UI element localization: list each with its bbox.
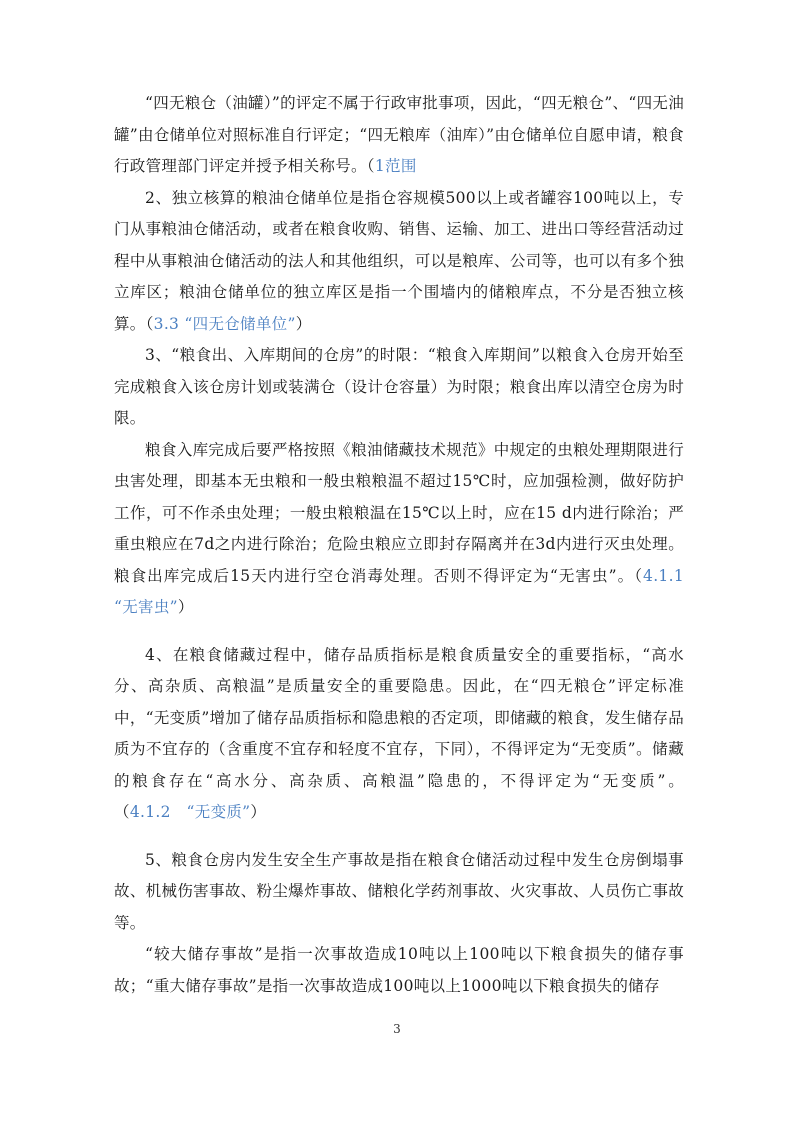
closing-bracket: ） <box>250 803 267 821</box>
closing-bracket: ） <box>177 598 194 616</box>
paragraph-1 <box>114 88 684 183</box>
paragraph-4 <box>114 435 684 624</box>
paragraph-text: 粮食入库完成后要严格按照《粮油储藏技术规范》中规定的虫粮处理期限进行虫害处理，即基本无虫粮和一般虫粮粮温不超过15℃时，应加强检测，做好防护工作，可不作杀虫处理；一般虫粮粮温在15℃以上时，应在15 d内进行除治；严重虫粮应在7d之内进行除治；危险虫粮应立即封存隔离并在3d内进行灭虫处理。粮食出库完成后15天内进行空仓消毒处理。否则不得评定为“无害虫”。（ <box>114 440 684 585</box>
section-reference: 1范围 <box>374 157 417 175</box>
paragraph-text: “较大储存事故”是指一次事故造成10吨以上100吨以下粮食损失的储存事故；“重大储存事故”是指一次事故造成100吨以上1000吨以下粮食损失的储存 <box>114 945 684 995</box>
section-reference: 3.3 “四无仓储单位” <box>153 314 296 333</box>
paragraph-6 <box>114 845 684 940</box>
paragraph-text: “四无粮仓（油罐）”的评定不属于行政审批事项，因此，“四无粮仓”、“四无油罐”由仓储单位对照标准自行评定；“四无粮库（油库）”由仓储单位自愿申请，粮食行政管理部门评定并授予相关称号。（ <box>114 94 684 175</box>
paragraph-text: 2、独立核算的粮油仓储单位是指仓容规模500以上或者罐容100吨以上，专门从事粮油仓储活动，或者在粮食收购、销售、运输、加工、进出口等经营活动过程中从事粮油仓储活动的法人和其他组织，可以是粮库、公司等，也可以有多个独立库区；粮油仓储单位的独立库区是指一个围墙内的储粮库点，不分是否独立核算。（ <box>114 188 684 333</box>
paragraph-text: 4、在粮食储藏过程中，储存品质指标是粮食质量安全的重要指标，“高水分、高杂质、高粮温”是质量安全的重要隐患。因此，在“四无粮仓”评定标准中，“无变质”增加了储存品质指标和隐患粮的否定项，即储藏的粮食，发生储存品质为不宜存的（含重度不宜存和轻度不宜存，下同），不得评定为“无变质”。储藏的粮食存在“高水分、高杂质、高粮温”隐患的，不得评定为“无变质”。（ <box>114 645 684 821</box>
closing-bracket: ） <box>295 314 312 333</box>
paragraph-spacer <box>114 829 684 845</box>
document-body <box>114 88 684 1002</box>
paragraph-2 <box>114 183 684 341</box>
section-reference: 4.1.2 “无变质” <box>129 803 251 821</box>
paragraph-7 <box>114 939 684 1002</box>
paragraph-text: 3、“粮食出、入库期间的仓房”的时限：“粮食入库期间”以粮食入仓房开始至完成粮食入该仓房计划或装满仓（设计仓容量）为时限；粮食出库以清空仓房为时限。 <box>114 346 684 427</box>
section-reference: 4.1.1 “无害虫” <box>114 566 684 616</box>
paragraph-5 <box>114 640 684 829</box>
paragraph-text: 5、粮食仓房内发生安全生产事故是指在粮食仓储活动过程中发生仓房倒塌事故、机械伤害事故、粉尘爆炸事故、储粮化学药剂事故、火灾事故、人员伤亡事故等。 <box>114 850 684 932</box>
page-number: 3 <box>393 1022 401 1036</box>
paragraph-3 <box>114 340 684 435</box>
paragraph-spacer <box>114 624 684 640</box>
